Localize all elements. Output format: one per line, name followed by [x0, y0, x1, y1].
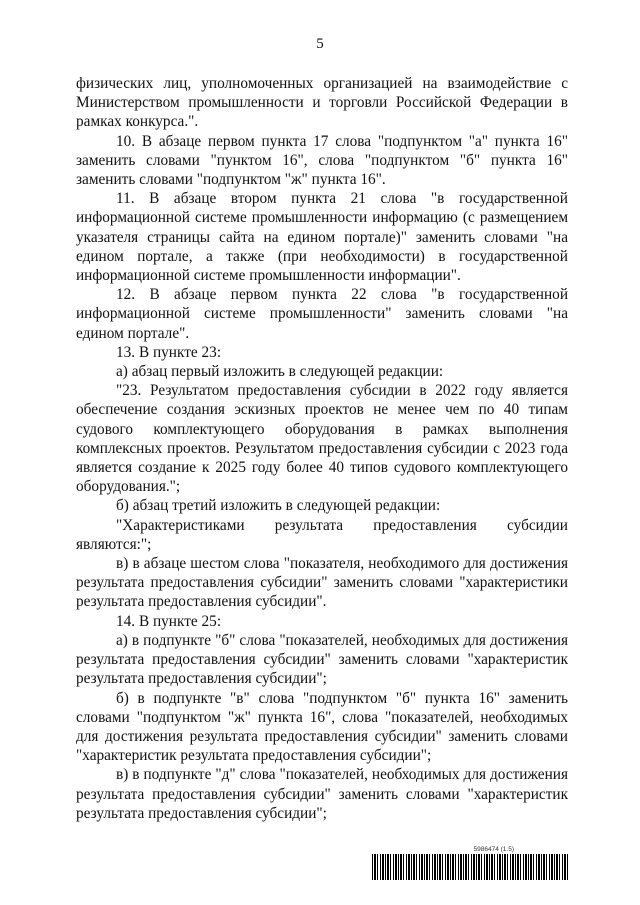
paragraph-item-14a: а) в подпункте "б" слова "показателей, необходимых для достижения результата предоставления субсидии" заменить словами "характеристик результата предоставления субсидии";: [76, 631, 568, 688]
paragraph-item-14v: в) в подпункте "д" слова "показателей, необходимых для достижения результата предоставления субсидии" заменить словами "характеристик результата предоставления субсидии";: [76, 766, 568, 822]
paragraph-item-13a: а) абзац первый изложить в следующей редакции:: [116, 363, 444, 381]
paragraph-item-13v: в) в абзаце шестом слова "показателя, необходимого для достижения результата предоставления субсидии" заменить словами "характеристики результата предоставления субсидии".: [76, 555, 568, 611]
paragraph-item-13b: б) абзац третий изложить в следующей редакции:: [116, 497, 441, 515]
paragraph-continuation: физических лиц, уполномоченных организацией на взаимодействие с Министерством промышленности и торговли Российской Федерации в рамках конкурса.".: [76, 75, 568, 131]
barcode-caption: 5986474 (1.5): [473, 846, 514, 853]
paragraph-item-11: 11. В абзаце втором пункта 21 слова "в государственной информационной системе промышленности информацию (с размещением указателя страницы сайта на едином портале)" заменить словами "на едином портале, а также (при необходимости) в государственной информационной системе промышленности информации".: [76, 190, 568, 285]
paragraph-item-14: 14. В пункте 25:: [116, 612, 222, 630]
paragraph-quote-characteristics: "Характеристиками результата предоставления субсидии являются:";: [76, 516, 568, 553]
paragraph-item-13: 13. В пункте 23:: [116, 343, 222, 361]
barcode-icon: [372, 854, 568, 880]
paragraph-item-14b: б) в подпункте "в" слова "подпунктом "б" пункта 16" заменить словами "подпунктом "ж" пункта 16", слова "показателей, необходимых для достижения результата предоставления субсидии" заменить словами "характеристик результата предоставления субсидии";: [76, 689, 568, 765]
document-body: [76, 74, 568, 823]
paragraph-item-12: 12. В абзаце первом пункта 22 слова "в государственной информационной системе промышленности" заменить словами "на едином портале".: [76, 286, 568, 342]
document-barcode: [372, 846, 568, 880]
page-number: 5: [316, 36, 324, 52]
paragraph-item-10: 10. В абзаце первом пункта 17 слова "подпунктом "а" пункта 16" заменить словами "пунктом 16", слова "подпунктом "б" пункта 16" заменить словами "подпунктом "ж" пункта 16".: [76, 132, 568, 189]
paragraph-quote-23: "23. Результатом предоставления субсидии в 2022 году является обеспечение создания эскизных проектов не менее чем по 40 типам судового комплектующего оборудования в рамках выполнения комплексных проектов. Результатом предоставления субсидии с 2023 года является создание к 2025 году более 40 типов судового комплектующего оборудования.";: [76, 382, 568, 496]
